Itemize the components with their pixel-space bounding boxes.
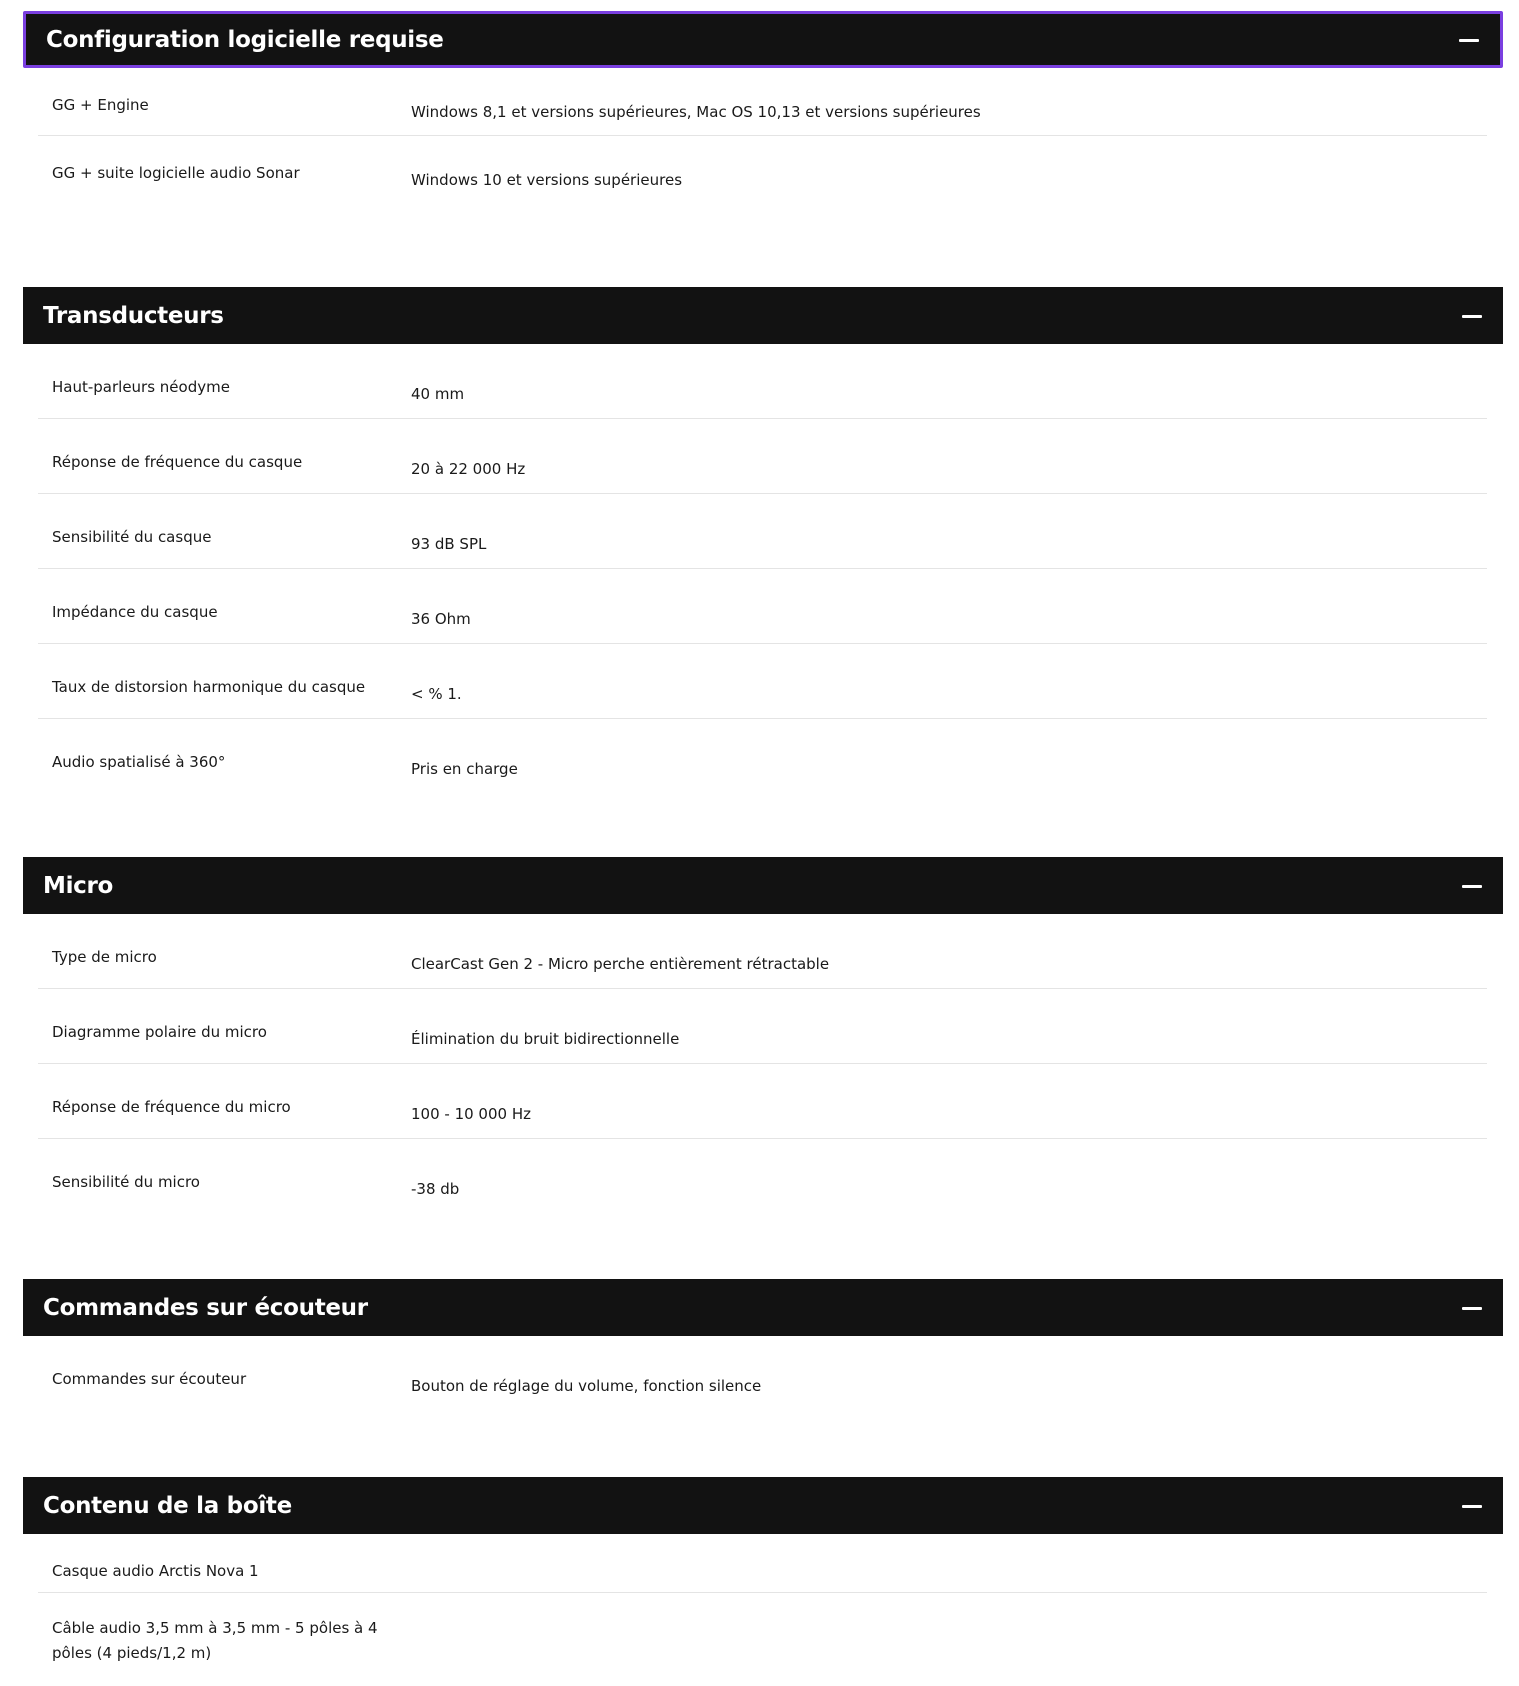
- list-item: [38, 1593, 1487, 1673]
- box-item-label: Casque audio Arctis Nova 1: [52, 1562, 259, 1580]
- spec-row: [38, 914, 1487, 989]
- spec-value: Windows 8,1 et versions supérieures, Mac OS 10,13 et versions supérieures: [411, 103, 981, 121]
- section-header-box-contents[interactable]: [23, 1477, 1503, 1534]
- minus-icon[interactable]: [1462, 885, 1482, 888]
- section-header-transducers[interactable]: [23, 287, 1503, 344]
- spec-row: [38, 1139, 1487, 1213]
- spec-value: Bouton de réglage du volume, fonction silence: [411, 1377, 762, 1395]
- spec-value: -38 db: [411, 1180, 460, 1198]
- spec-label: Type de micro: [52, 948, 157, 966]
- section-box-contents: [23, 1477, 1503, 1673]
- spec-value: Pris en charge: [411, 760, 518, 778]
- minus-icon[interactable]: [1459, 39, 1479, 42]
- spec-label: Commandes sur écouteur: [52, 1370, 247, 1388]
- spec-row: [38, 68, 1487, 136]
- spec-row: [38, 1336, 1487, 1410]
- spec-label: Réponse de fréquence du casque: [52, 453, 303, 471]
- spec-label: Impédance du casque: [52, 603, 218, 621]
- spec-value: 36 Ohm: [411, 610, 471, 628]
- spec-row: [38, 344, 1487, 419]
- spec-value: 93 dB SPL: [411, 535, 487, 553]
- minus-icon[interactable]: [1462, 1307, 1482, 1310]
- spec-label: Réponse de fréquence du micro: [52, 1098, 291, 1116]
- spec-row: [38, 419, 1487, 494]
- spec-value: Windows 10 et versions supérieures: [411, 171, 683, 189]
- spec-value: 20 à 22 000 Hz: [411, 460, 526, 478]
- spec-label: Haut-parleurs néodyme: [52, 378, 230, 396]
- minus-icon[interactable]: [1462, 315, 1482, 318]
- spec-list: [38, 1534, 1487, 1673]
- section-title: Contenu de la boîte: [43, 1492, 292, 1519]
- spec-row: [38, 644, 1487, 719]
- spec-label: Taux de distorsion harmonique du casque: [52, 678, 366, 696]
- spec-value: 100 - 10 000 Hz: [411, 1105, 531, 1123]
- spec-row: [38, 569, 1487, 644]
- list-item: [38, 1534, 1487, 1593]
- section-microphone: [23, 857, 1503, 1213]
- section-header-earcup-controls[interactable]: [23, 1279, 1503, 1336]
- spec-label: Sensibilité du micro: [52, 1173, 200, 1191]
- spec-row: [38, 1064, 1487, 1139]
- spec-label: Sensibilité du casque: [52, 528, 212, 546]
- spec-list: [38, 68, 1487, 210]
- section-header-software-requirements[interactable]: [23, 11, 1503, 68]
- minus-icon[interactable]: [1462, 1505, 1482, 1508]
- section-title: Commandes sur écouteur: [43, 1294, 368, 1321]
- section-transducers: [23, 287, 1503, 793]
- spec-list: [38, 914, 1487, 1213]
- box-item-label: Câble audio 3,5 mm à 3,5 mm - 5 pôles à 4 pôles (4 pieds/1,2 m): [52, 1619, 378, 1662]
- section-title: Configuration logicielle requise: [46, 26, 444, 53]
- spec-label: GG + suite logicielle audio Sonar: [52, 164, 300, 182]
- spec-label: Audio spatialisé à 360°: [52, 753, 226, 771]
- section-software-requirements: [23, 11, 1503, 210]
- spec-row: [38, 989, 1487, 1064]
- section-title: Micro: [43, 872, 114, 899]
- spec-list: [38, 344, 1487, 793]
- spec-value: Élimination du bruit bidirectionnelle: [411, 1030, 680, 1048]
- spec-value: ClearCast Gen 2 - Micro perche entièrement rétractable: [411, 955, 830, 973]
- section-earcup-controls: [23, 1279, 1503, 1410]
- spec-value: 40 mm: [411, 385, 465, 403]
- spec-row: [38, 719, 1487, 793]
- spec-label: Diagramme polaire du micro: [52, 1023, 267, 1041]
- spec-row: [38, 136, 1487, 210]
- spec-value: < % 1.: [411, 685, 462, 703]
- spec-row: [38, 494, 1487, 569]
- section-title: Transducteurs: [43, 302, 224, 329]
- section-header-microphone[interactable]: [23, 857, 1503, 914]
- spec-label: GG + Engine: [52, 96, 149, 114]
- spec-list: [38, 1336, 1487, 1410]
